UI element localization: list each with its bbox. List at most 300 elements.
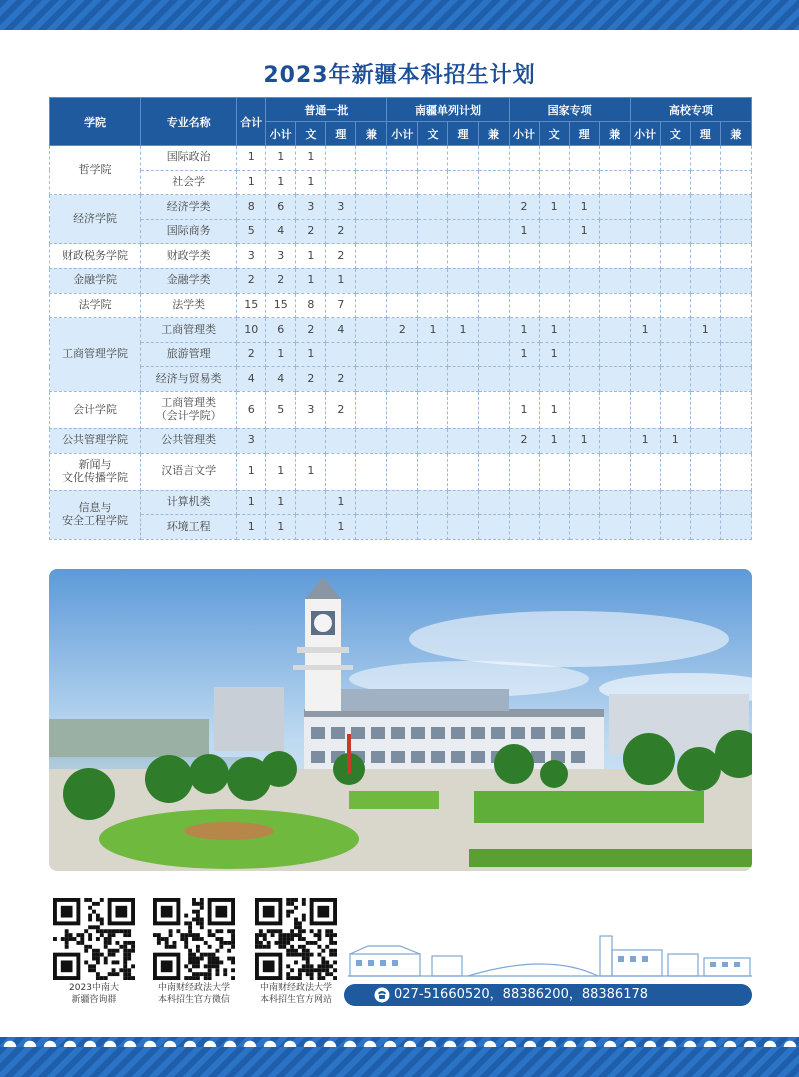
count-cell: 1 <box>266 342 296 367</box>
count-cell <box>660 391 690 428</box>
table-row <box>50 318 752 343</box>
count-cell: 1 <box>266 146 296 171</box>
subheader-cell: 文 <box>660 122 690 146</box>
count-cell <box>448 342 478 367</box>
table-row <box>50 428 752 453</box>
count-cell <box>569 391 599 428</box>
total-cell: 2 <box>237 342 266 367</box>
count-cell <box>448 490 478 515</box>
qr-caption <box>144 982 244 1006</box>
count-cell <box>418 490 448 515</box>
count-cell <box>539 268 569 293</box>
count-cell <box>690 391 720 428</box>
total-cell: 1 <box>237 515 266 540</box>
page-title: 2023年新疆本科招生计划 <box>263 63 536 88</box>
count-cell: 8 <box>296 293 326 318</box>
count-cell <box>418 293 448 318</box>
count-cell <box>539 244 569 269</box>
count-cell: 2 <box>296 318 326 343</box>
count-cell <box>478 318 509 343</box>
subheader-cell: 小计 <box>266 122 296 146</box>
count-cell <box>387 195 418 220</box>
subheader-cell: 兼 <box>599 122 630 146</box>
count-cell <box>387 244 418 269</box>
table-row <box>50 453 752 490</box>
count-cell: 1 <box>569 219 599 244</box>
count-cell <box>387 146 418 171</box>
count-cell <box>569 342 599 367</box>
major-cell: 汉语言文学 <box>141 453 237 490</box>
count-cell <box>356 453 387 490</box>
count-cell: 1 <box>266 515 296 540</box>
count-cell <box>387 367 418 392</box>
count-cell <box>418 195 448 220</box>
count-cell <box>690 428 720 453</box>
count-cell <box>418 515 448 540</box>
count-cell <box>478 195 509 220</box>
subheader-cell: 理 <box>448 122 478 146</box>
major-cell: 计算机类 <box>141 490 237 515</box>
count-cell <box>418 342 448 367</box>
count-cell: 2 <box>326 367 356 392</box>
header-total: 合计 <box>237 98 266 146</box>
total-cell: 6 <box>237 391 266 428</box>
major-cell: 旅游管理 <box>141 342 237 367</box>
count-cell <box>720 146 751 171</box>
count-cell <box>690 515 720 540</box>
qr-official-website[interactable] <box>246 898 346 1006</box>
subheader-cell: 小计 <box>387 122 418 146</box>
count-cell: 1 <box>296 170 326 195</box>
major-cell: 公共管理类 <box>141 428 237 453</box>
subheader-cell: 理 <box>326 122 356 146</box>
count-cell: 4 <box>326 318 356 343</box>
count-cell <box>660 268 690 293</box>
subheader-cell: 文 <box>418 122 448 146</box>
count-cell <box>599 293 630 318</box>
count-cell <box>690 268 720 293</box>
count-cell <box>720 244 751 269</box>
count-cell <box>387 515 418 540</box>
count-cell <box>418 146 448 171</box>
count-cell: 2 <box>509 195 539 220</box>
count-cell <box>356 268 387 293</box>
count-cell <box>356 391 387 428</box>
count-cell <box>387 219 418 244</box>
college-cell: 会计学院 <box>50 391 141 428</box>
qr-code-icon <box>153 898 235 980</box>
count-cell: 1 <box>539 195 569 220</box>
count-cell <box>387 293 418 318</box>
count-cell <box>630 453 660 490</box>
count-cell <box>720 490 751 515</box>
count-cell <box>448 367 478 392</box>
count-cell: 1 <box>326 515 356 540</box>
college-cell: 金融学院 <box>50 268 141 293</box>
table-row <box>50 367 752 392</box>
major-cell: 经济与贸易类 <box>141 367 237 392</box>
count-cell <box>660 219 690 244</box>
college-cell: 工商管理学院 <box>50 318 141 392</box>
count-cell <box>387 170 418 195</box>
qr-code-icon <box>255 898 337 980</box>
count-cell <box>326 428 356 453</box>
count-cell <box>387 391 418 428</box>
count-cell: 1 <box>539 342 569 367</box>
major-cell: 国际政治 <box>141 146 237 171</box>
count-cell: 1 <box>660 428 690 453</box>
count-cell <box>509 367 539 392</box>
count-cell <box>660 244 690 269</box>
count-cell <box>356 318 387 343</box>
count-cell: 2 <box>509 428 539 453</box>
count-cell: 4 <box>266 219 296 244</box>
count-cell <box>448 453 478 490</box>
count-cell <box>356 170 387 195</box>
count-cell <box>630 195 660 220</box>
count-cell <box>478 428 509 453</box>
bottom-scallop-mask <box>0 1037 799 1047</box>
count-cell <box>478 453 509 490</box>
count-cell <box>599 391 630 428</box>
college-cell: 法学院 <box>50 293 141 318</box>
count-cell <box>630 342 660 367</box>
count-cell <box>509 244 539 269</box>
count-cell <box>478 268 509 293</box>
qr-caption <box>246 982 346 1006</box>
count-cell: 1 <box>448 318 478 343</box>
count-cell <box>690 367 720 392</box>
count-cell: 1 <box>630 428 660 453</box>
count-cell <box>660 293 690 318</box>
count-cell: 1 <box>509 342 539 367</box>
qr-caption-line: 2023中南大 <box>69 983 119 993</box>
table-row <box>50 490 752 515</box>
count-cell: 1 <box>296 146 326 171</box>
count-cell <box>448 428 478 453</box>
qr-caption-line: 新疆咨询群 <box>71 995 117 1006</box>
count-cell <box>326 453 356 490</box>
bottom-stripe-band <box>0 1047 799 1077</box>
table-row <box>50 170 752 195</box>
count-cell <box>690 219 720 244</box>
count-cell <box>630 268 660 293</box>
college-cell: 哲学院 <box>50 146 141 195</box>
count-cell <box>599 318 630 343</box>
header-group: 国家专项 <box>509 98 630 122</box>
table-row <box>50 515 752 540</box>
count-cell <box>599 268 630 293</box>
count-cell <box>478 219 509 244</box>
header-group: 南疆单列计划 <box>387 98 509 122</box>
count-cell: 1 <box>509 219 539 244</box>
total-cell: 2 <box>237 268 266 293</box>
count-cell <box>599 453 630 490</box>
contact-phone-bar <box>344 984 752 1006</box>
count-cell <box>478 515 509 540</box>
count-cell <box>448 244 478 269</box>
count-cell <box>418 391 448 428</box>
total-cell: 1 <box>237 490 266 515</box>
qr-caption-line: 本科招生官方微信 <box>157 995 230 1006</box>
count-cell <box>690 244 720 269</box>
campus-skyline-illustration <box>348 932 752 978</box>
count-cell <box>599 367 630 392</box>
count-cell <box>690 293 720 318</box>
total-cell: 1 <box>237 453 266 490</box>
count-cell <box>720 428 751 453</box>
count-cell: 1 <box>539 318 569 343</box>
count-cell <box>569 293 599 318</box>
count-cell <box>509 268 539 293</box>
count-cell: 1 <box>326 268 356 293</box>
count-cell <box>569 244 599 269</box>
count-cell: 2 <box>326 219 356 244</box>
qr-caption-line: 本科招生官方网站 <box>259 995 332 1006</box>
count-cell <box>539 490 569 515</box>
count-cell <box>630 293 660 318</box>
count-cell <box>630 219 660 244</box>
college-cell: 经济学院 <box>50 195 141 244</box>
count-cell <box>569 146 599 171</box>
count-cell <box>387 342 418 367</box>
major-cell: 社会学 <box>141 170 237 195</box>
count-cell <box>387 428 418 453</box>
count-cell <box>509 515 539 540</box>
count-cell: 2 <box>266 268 296 293</box>
count-cell: 4 <box>266 367 296 392</box>
count-cell: 1 <box>266 453 296 490</box>
count-cell <box>599 244 630 269</box>
count-cell <box>599 146 630 171</box>
table-row <box>50 391 752 428</box>
qr-official-wechat[interactable] <box>144 898 244 1006</box>
count-cell <box>418 367 448 392</box>
count-cell <box>660 342 690 367</box>
count-cell <box>509 146 539 171</box>
count-cell <box>539 453 569 490</box>
count-cell: 2 <box>387 318 418 343</box>
count-cell <box>569 318 599 343</box>
count-cell <box>356 219 387 244</box>
count-cell: 1 <box>569 195 599 220</box>
count-cell <box>599 195 630 220</box>
count-cell <box>720 318 751 343</box>
count-cell <box>569 367 599 392</box>
count-cell <box>720 219 751 244</box>
major-cell: 经济学类 <box>141 195 237 220</box>
count-cell <box>569 515 599 540</box>
table-row <box>50 293 752 318</box>
total-cell: 1 <box>237 146 266 171</box>
subheader-cell: 文 <box>296 122 326 146</box>
count-cell <box>660 490 690 515</box>
total-cell: 1 <box>237 170 266 195</box>
count-cell <box>509 170 539 195</box>
total-cell: 15 <box>237 293 266 318</box>
subheader-cell: 兼 <box>356 122 387 146</box>
count-cell <box>539 367 569 392</box>
count-cell <box>296 490 326 515</box>
major-cell: 金融学类 <box>141 268 237 293</box>
count-cell <box>660 318 690 343</box>
count-cell <box>509 453 539 490</box>
count-cell <box>720 342 751 367</box>
count-cell <box>569 490 599 515</box>
count-cell: 3 <box>266 244 296 269</box>
major-cell: 国际商务 <box>141 219 237 244</box>
count-cell <box>690 195 720 220</box>
table-header-row-1 <box>50 98 752 122</box>
count-cell <box>630 170 660 195</box>
count-cell <box>720 391 751 428</box>
count-cell <box>690 146 720 171</box>
count-cell <box>296 428 326 453</box>
count-cell <box>418 268 448 293</box>
count-cell <box>448 219 478 244</box>
count-cell <box>448 268 478 293</box>
count-cell: 1 <box>509 318 539 343</box>
major-cell: 工商管理类 （会计学院） <box>141 391 237 428</box>
major-cell: 工商管理类 <box>141 318 237 343</box>
count-cell: 3 <box>326 195 356 220</box>
count-cell <box>478 391 509 428</box>
count-cell <box>599 170 630 195</box>
count-cell: 2 <box>296 367 326 392</box>
count-cell <box>266 428 296 453</box>
total-cell: 3 <box>237 244 266 269</box>
count-cell <box>690 342 720 367</box>
subheader-cell: 小计 <box>509 122 539 146</box>
count-cell <box>539 146 569 171</box>
count-cell <box>356 367 387 392</box>
count-cell <box>448 515 478 540</box>
count-cell <box>539 219 569 244</box>
total-cell: 8 <box>237 195 266 220</box>
count-cell: 7 <box>326 293 356 318</box>
enrollment-plan-table <box>49 97 752 540</box>
count-cell <box>448 293 478 318</box>
count-cell <box>630 244 660 269</box>
count-cell: 6 <box>266 195 296 220</box>
count-cell <box>569 268 599 293</box>
count-cell <box>356 342 387 367</box>
qr-code-icon <box>53 898 135 980</box>
count-cell: 1 <box>296 453 326 490</box>
count-cell <box>630 391 660 428</box>
count-cell <box>356 428 387 453</box>
count-cell: 1 <box>296 268 326 293</box>
count-cell <box>478 490 509 515</box>
college-cell: 新闻与 文化传播学院 <box>50 453 141 490</box>
phone-icon <box>374 987 390 1003</box>
table-row <box>50 146 752 171</box>
subheader-cell: 文 <box>539 122 569 146</box>
count-cell <box>418 219 448 244</box>
count-cell <box>569 170 599 195</box>
count-cell <box>356 244 387 269</box>
count-cell: 1 <box>296 342 326 367</box>
count-cell <box>418 428 448 453</box>
table-row <box>50 342 752 367</box>
count-cell <box>448 146 478 171</box>
count-cell <box>690 170 720 195</box>
count-cell <box>326 170 356 195</box>
college-cell: 财政税务学院 <box>50 244 141 269</box>
count-cell <box>690 490 720 515</box>
count-cell <box>599 515 630 540</box>
subheader-cell: 理 <box>690 122 720 146</box>
subheader-cell: 理 <box>569 122 599 146</box>
count-cell: 1 <box>296 244 326 269</box>
count-cell: 2 <box>296 219 326 244</box>
count-cell <box>660 195 690 220</box>
contact-phone-numbers: 027-51660520，88386200，88386178 <box>394 987 649 1002</box>
count-cell <box>630 367 660 392</box>
qr-consult-group[interactable] <box>44 898 144 1006</box>
count-cell <box>569 453 599 490</box>
count-cell: 3 <box>296 195 326 220</box>
qr-caption-line: 中南财经政法大学 <box>259 983 332 993</box>
count-cell: 1 <box>418 318 448 343</box>
count-cell: 2 <box>326 391 356 428</box>
college-cell: 公共管理学院 <box>50 428 141 453</box>
count-cell <box>448 170 478 195</box>
count-cell <box>720 293 751 318</box>
count-cell <box>356 293 387 318</box>
subheader-cell: 兼 <box>720 122 751 146</box>
count-cell <box>356 490 387 515</box>
total-cell: 4 <box>237 367 266 392</box>
count-cell <box>720 453 751 490</box>
count-cell: 1 <box>630 318 660 343</box>
top-scallop-edge <box>0 30 799 40</box>
count-cell <box>630 515 660 540</box>
count-cell: 1 <box>266 170 296 195</box>
count-cell <box>539 170 569 195</box>
qr-caption <box>44 982 144 1006</box>
header-group: 普通一批 <box>266 98 387 122</box>
count-cell <box>356 195 387 220</box>
count-cell: 1 <box>509 391 539 428</box>
top-stripe-band <box>0 0 799 30</box>
count-cell <box>630 146 660 171</box>
count-cell <box>387 453 418 490</box>
count-cell <box>387 490 418 515</box>
count-cell <box>296 515 326 540</box>
count-cell: 15 <box>266 293 296 318</box>
subheader-cell: 兼 <box>478 122 509 146</box>
count-cell <box>720 515 751 540</box>
count-cell <box>599 219 630 244</box>
total-cell: 3 <box>237 428 266 453</box>
count-cell <box>599 428 630 453</box>
table-row <box>50 244 752 269</box>
major-cell: 环境工程 <box>141 515 237 540</box>
count-cell: 6 <box>266 318 296 343</box>
count-cell <box>599 490 630 515</box>
count-cell <box>356 515 387 540</box>
major-cell: 财政学类 <box>141 244 237 269</box>
count-cell <box>478 170 509 195</box>
count-cell <box>690 453 720 490</box>
qr-caption-line: 中南财经政法大学 <box>157 983 230 993</box>
count-cell <box>509 490 539 515</box>
count-cell <box>387 268 418 293</box>
count-cell <box>539 515 569 540</box>
major-cell: 法学类 <box>141 293 237 318</box>
count-cell <box>448 195 478 220</box>
